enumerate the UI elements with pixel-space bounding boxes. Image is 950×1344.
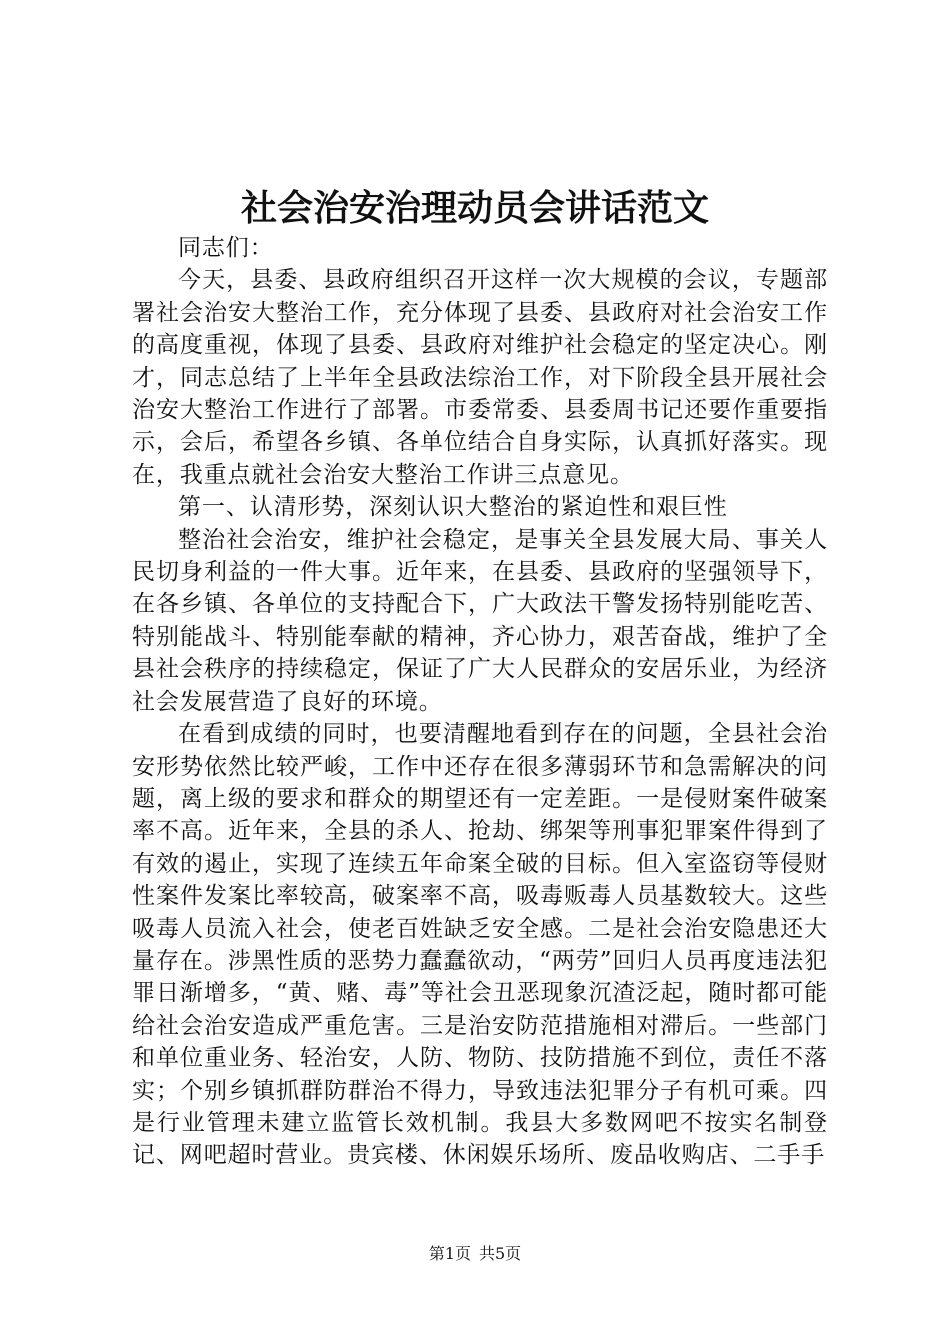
page-number: 第1页 [428, 1244, 471, 1263]
paragraph-3: 在看到成绩的同时，也要清醒地看到存在的问题，全县社会治安形势依然比较严峻，工作中还存在很多薄弱环节和急需解决的问题，离上级的要求和群众的期望还有一定差距。一是侵财案件破案率不高。近年来，全县的杀人、抢劫、绑架等刑事犯罪案件得到了有效的遏止，实现了连续五年命案全破的目标。但入室盗窃等侵财性案件发案比率较高，破案率不高，吸毒贩毒人员基数较大。这些吸毒人员流入社会，使老百姓缺乏安全感。二是社会治安隐患还大量存在。涉黑性质的恶势力蠢蠢欲动，“两劳”回归人员再度违法犯罪日渐增多，“黄、赌、毒”等社会丑恶现象沉渣泛起，随时都可能给社会治安造成严重危害。三是治安防范措施相对滞后。一些部门和单位重业务、轻治安，人防、物防、技防措施不到位，责任不落实；个别乡镇抓群防群治不得力，导致违法犯罪分子有机可乘。四是行业管理未建立监管长效机制。我县大多数网吧不按实名制登记、网吧超时营业。贵宾楼、休闲娱乐场所、废品收购店、二手手 [132, 721, 828, 1169]
document-title: 社会治安治理动员会讲话范文 [240, 187, 709, 229]
paragraph-2: 整治社会治安，维护社会稳定，是事关全县发展大局、事关人民切身利益的一件大事。近年来，在县委、县政府的坚强领导下，在各乡镇、各单位的支持配合下，广大政法干警发扬特别能吃苦、特别能战斗、特别能奉献的精神，齐心协力，艰苦奋战，维护了全县社会秩序的持续稳定，保证了广大人民群众的安居乐业，为经济社会发展营造了良好的环境。 [132, 526, 828, 715]
salutation: 同志们： [178, 235, 274, 261]
paragraph-1: 今天，县委、县政府组织召开这样一次大规模的会议，专题部署社会治安大整治工作，充分体现了县委、县政府对社会治安工作的高度重视，体现了县委、县政府对维护社会稳定的坚定决心。刚才，同志总结了上半年全县政法综治工作，对下阶段全县开展社会治安大整治工作进行了部署。市委常委、县委周书记还要作重要指示，会后，希望各乡镇、各单位结合自身实际，认真抓好落实。现在，我重点就社会治安大整治工作讲三点意见。 [132, 267, 828, 488]
page-total: 共5页 [479, 1244, 522, 1263]
document-body [132, 232, 828, 1172]
page-footer [0, 1244, 950, 1264]
section-heading-1: 第一、认清形势，深刻认识大整治的紧迫性和艰巨性 [178, 494, 728, 521]
